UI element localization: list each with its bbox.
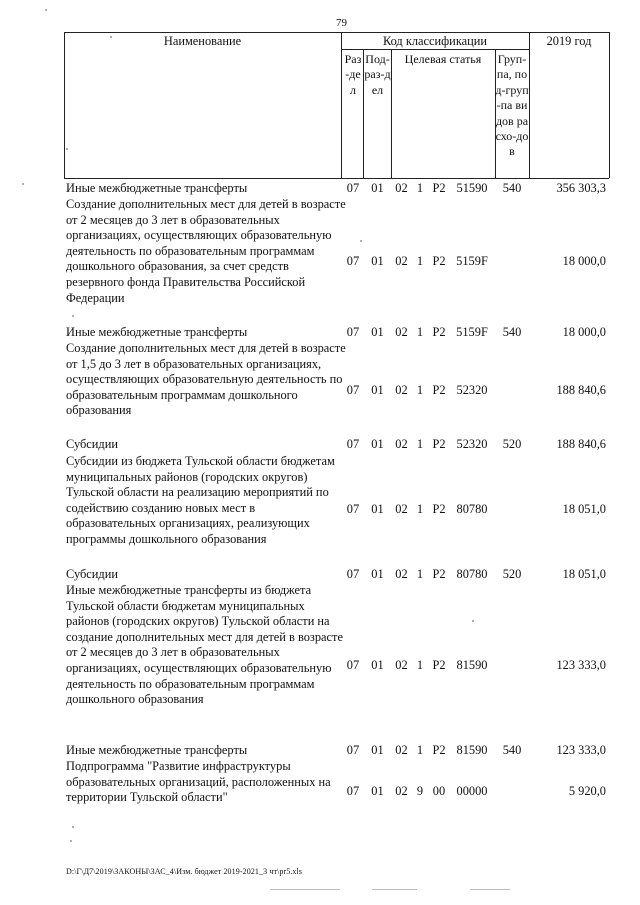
scan-dot [472, 620, 474, 622]
code-t2: 1 [416, 658, 424, 672]
target-article-header: Целевая статья [404, 52, 482, 66]
file-path-footer: D:\Г\Д7\2019\ЗАКОНЫ\ЗАС_4\Изм. бюджет 2019-2021_3 чт\pr5.xls [66, 867, 303, 876]
scan-line [270, 889, 340, 890]
code-t3: Р2 [432, 254, 446, 268]
name-column-header: Наименование [163, 34, 242, 48]
amount-2019: 356 303,3 [556, 181, 606, 195]
code-g: 540 [502, 181, 522, 195]
code-t4: 00000 [456, 784, 488, 798]
code-t2: 1 [416, 383, 424, 397]
row-name: Субсидии из бюджета Тульской области бюджетам муниципальных районов (городских округов) Тульской области на реализацию мероприятий по содействию созданию новых мест в образовательных организациях, реализующих программы дошкольного образования [66, 454, 335, 546]
code-t1: 02 [395, 254, 408, 268]
code-p: 01 [371, 181, 384, 195]
code-t1: 02 [395, 567, 408, 581]
code-p: 01 [371, 383, 384, 397]
amount-2019: 188 840,6 [556, 437, 606, 451]
row-name: Иные межбюджетные трансферты из бюджета Тульской области бюджетам муниципальных районов (городских округов) Тульской области на создание дополнительных мест для детей в возрасте от 2 месяцев до 3 лет в образовательных организациях, осуществляющих образовательную деятельность по образовательным программам дошкольного образования [66, 583, 343, 707]
code-t3: Р2 [432, 325, 446, 339]
scan-dot [72, 315, 74, 317]
code-t3: Р2 [432, 181, 446, 195]
code-t4: 52320 [456, 383, 488, 397]
row-name: Иные межбюджетные трансферты [66, 181, 248, 195]
code-t4: 51590 [456, 181, 488, 195]
code-t4: 80780 [456, 502, 488, 516]
code-g: 540 [502, 743, 522, 757]
expense-group-header: Груп-па, под-груп-па видов расхо-дов [495, 52, 529, 159]
amount-2019: 18 000,0 [562, 254, 606, 268]
code-t3: Р2 [432, 502, 446, 516]
code-t2: 1 [416, 325, 424, 339]
code-r: 07 [346, 383, 360, 397]
code-t4: 81590 [456, 658, 488, 672]
row-name: Субсидии [66, 437, 118, 451]
code-t1: 02 [395, 383, 408, 397]
code-t3: Р2 [432, 743, 446, 757]
code-p: 01 [371, 658, 384, 672]
code-p: 01 [371, 254, 384, 268]
podrazdel-header: Под-раз-дел [364, 52, 391, 97]
code-t2: 1 [416, 502, 424, 516]
row-name: Создание дополнительных мест для детей в возрасте от 1,5 до 3 лет в образовательных организациях, осуществляющих образовательную деятельность по образовательным программам дошкольного образования [66, 341, 346, 418]
code-t1: 02 [395, 743, 408, 757]
code-t2: 1 [416, 567, 424, 581]
code-p: 01 [371, 567, 384, 581]
code-p: 01 [371, 743, 384, 757]
row-name: Субсидии [66, 567, 118, 581]
row-name: Иные межбюджетные трансферты [66, 743, 248, 757]
amount-2019: 123 333,0 [556, 658, 606, 672]
code-t1: 02 [395, 502, 408, 516]
code-p: 01 [371, 502, 384, 516]
code-t4: 52320 [456, 437, 488, 451]
code-r: 07 [346, 437, 360, 451]
code-r: 07 [346, 254, 360, 268]
code-t4: 80780 [456, 567, 488, 581]
amount-2019: 123 333,0 [556, 743, 606, 757]
code-r: 07 [346, 743, 360, 757]
scan-dot [66, 148, 68, 150]
code-t1: 02 [395, 325, 408, 339]
code-g: 520 [502, 437, 522, 451]
code-t3: Р2 [432, 383, 446, 397]
scan-dot [110, 36, 112, 38]
page-number: 79 [336, 17, 347, 29]
code-r: 07 [346, 502, 360, 516]
code-t4: 5159F [456, 254, 488, 268]
code-t2: 1 [416, 437, 424, 451]
code-t4: 5159F [456, 325, 488, 339]
code-g: 540 [502, 325, 522, 339]
row-name: Создание дополнительных мест для детей в возрасте от 2 месяцев до 3 лет в образовательных организациях, осуществляющих образовательную деятельность по образовательным программам дошкольного образования, за счет средств резервного фонда Правительства Российской Федерации [66, 197, 346, 305]
code-r: 07 [346, 567, 360, 581]
code-t1: 02 [395, 658, 408, 672]
code-t2: 9 [416, 784, 424, 798]
code-t1: 02 [395, 437, 408, 451]
amount-2019: 18 051,0 [562, 567, 606, 581]
scan-dot [72, 826, 74, 828]
amount-2019: 188 840,6 [556, 383, 606, 397]
code-p: 01 [371, 325, 384, 339]
razdel-header: Раз-дел [344, 52, 362, 97]
code-t3: Р2 [432, 437, 446, 451]
code-t3: Р2 [432, 567, 446, 581]
row-name: Иные межбюджетные трансферты [66, 325, 248, 339]
code-p: 01 [371, 784, 384, 798]
year-column-header: 2019 год [546, 34, 592, 48]
scan-dot [360, 240, 362, 242]
amount-2019: 18 000,0 [562, 325, 606, 339]
code-group-header: Код классификации [382, 34, 488, 48]
scan-line [470, 889, 510, 890]
code-p: 01 [371, 437, 384, 451]
code-t2: 1 [416, 743, 424, 757]
code-r: 07 [346, 784, 360, 798]
code-t1: 02 [395, 181, 408, 195]
scan-dot [70, 840, 72, 842]
amount-2019: 5 920,0 [568, 784, 606, 798]
row-name: Подпрограмма "Развитие инфраструктуры образовательных организаций, расположенных на территории Тульской области" [66, 759, 331, 805]
scan-line [372, 889, 417, 890]
code-t3: Р2 [432, 658, 446, 672]
code-t2: 1 [416, 181, 424, 195]
code-g: 520 [502, 567, 522, 581]
code-r: 07 [346, 325, 360, 339]
code-r: 07 [346, 658, 360, 672]
code-r: 07 [346, 181, 360, 195]
code-t1: 02 [395, 784, 408, 798]
code-t4: 81590 [456, 743, 488, 757]
amount-2019: 18 051,0 [562, 502, 606, 516]
code-t3: 00 [432, 784, 446, 798]
code-t2: 1 [416, 254, 424, 268]
scan-dot [45, 9, 47, 11]
scan-dot [22, 183, 24, 185]
